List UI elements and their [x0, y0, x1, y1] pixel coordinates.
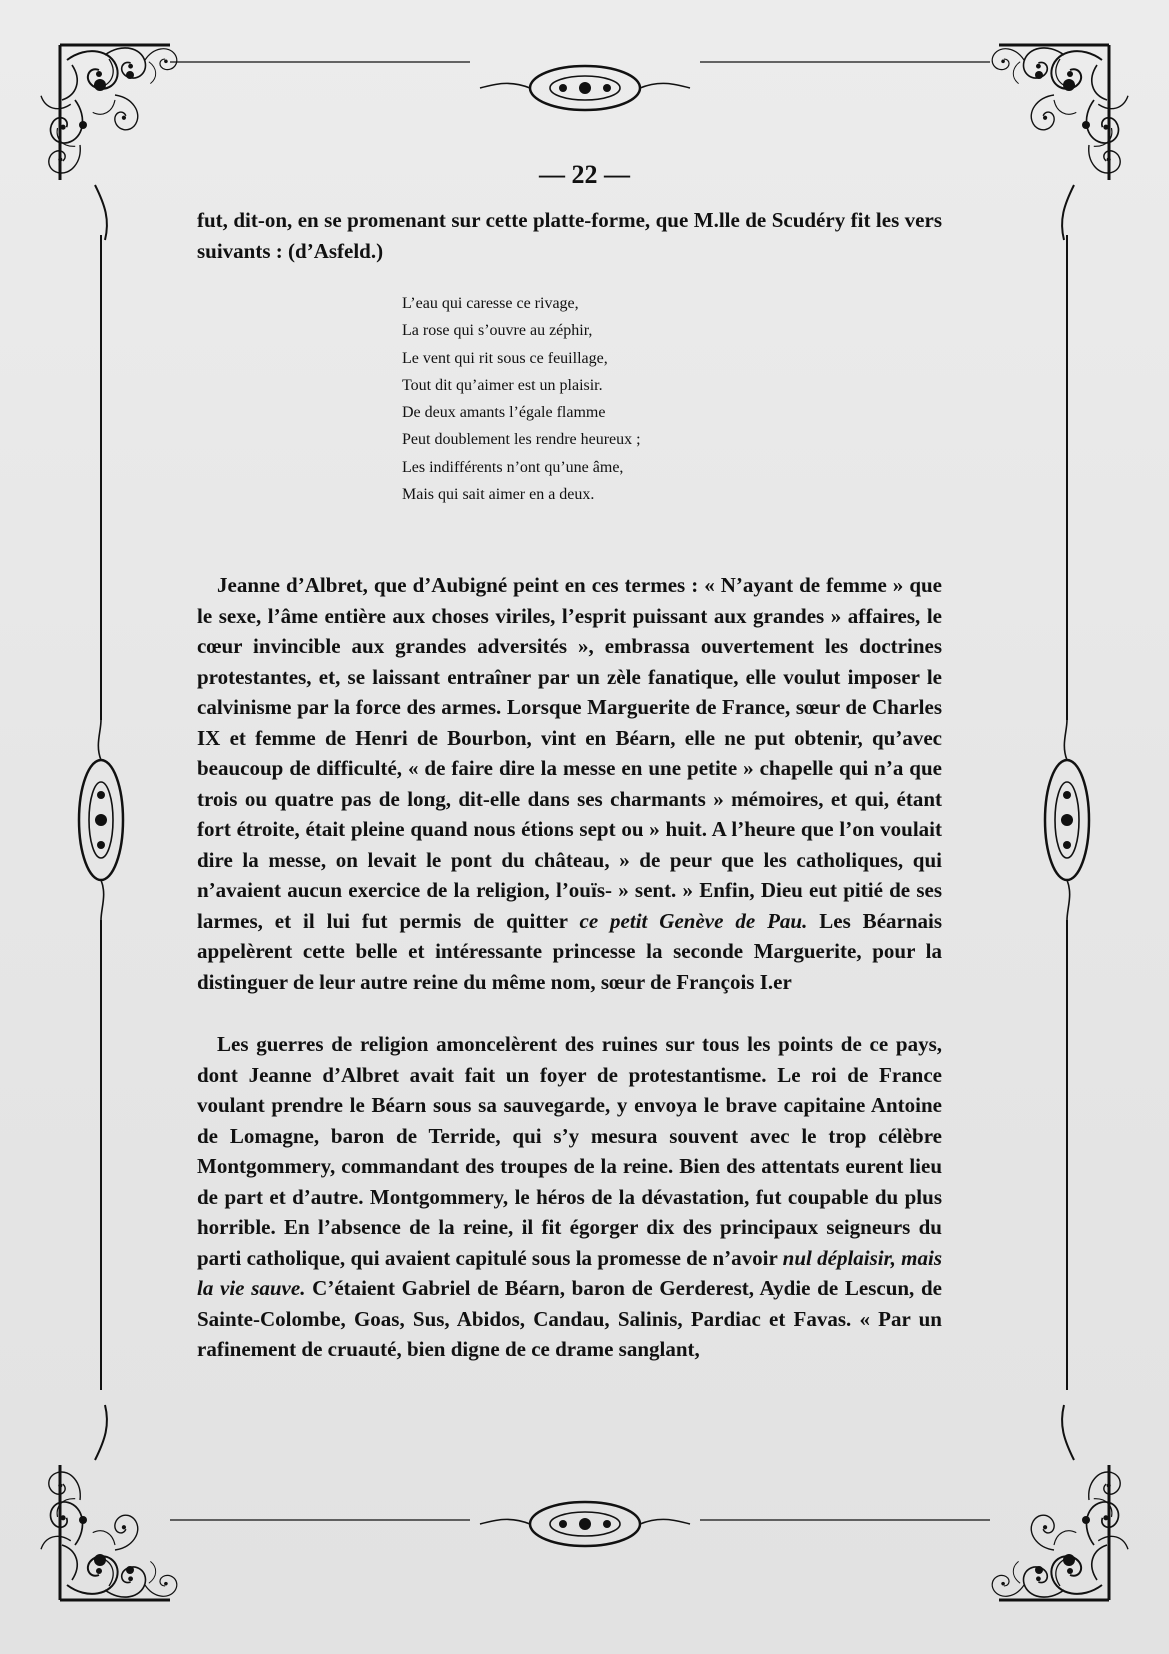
poem-line: Tout dit qu’aimer est un plaisir. [402, 376, 603, 394]
paragraph-text: Jeanne d’Albret, que d’Aubigné peint en ces termes : « N’ayant de femme » que le sexe, l’âme entière aux choses viriles, l’esprit puissant aux grandes » affaires, le cœur invincible aux grandes adversités », embrassa ouvertement les doctrines protestantes, et, se laissant entraîner par un zèle fanatique, elle voulut imposer le calvinisme par la force des armes. Lorsque Marguerite de France, sœur de Charles IX et femme de Henri de Bourbon, vint en Béarn, elle ne put obtenir, qu’avec beaucoup de difficulté, « de faire dire la messe en une petite » chapelle qui n’a que trois ou quatre pas de long, dit-elle dans ses charmants » mémoires, et qui, étant fort étroite, était pleine quand nous étions sept ou » huit. A l’heure que l’on voulait dire la messe, on levait le pont du château, » de peur que les catholiques, qui n’avaient aucun exercice de la religion, l’ouïs- » sent. » Enfin, Dieu eut pitié de ses larmes, et il lui fut permis de quitter [197, 573, 942, 933]
poem-line: Peut doublement les rendre heureux ; [402, 431, 641, 449]
poem-line: Le vent qui rit sous ce feuillage, [402, 349, 608, 367]
poem-line: L’eau qui caresse ce rivage, [402, 295, 579, 312]
paragraph-text: Les guerres de religion amoncelèrent des ruines sur tous les points de ce pays, dont Jeanne d’Albret avait fait un foyer de protestantisme. Le roi de France voulant prendre le Béarn sous sa sauvegarde, y envoya le brave capitaine Antoine de Lomagne, baron de Terride, qui s’y mesura souvent avec le trop célèbre Montgommery, commandant des troupes de la reine. Bien des attentats eurent lieu de part et d’autre. Montgommery, le héros de la dévastation, fut coupable du plus horrible. En l’absence de la reine, il fit égorger dix des principaux seigneurs du parti catholique, qui avaient capitulé sous la promesse de n’avoir [197, 1032, 942, 1270]
paragraph-italic: ce petit Genève de Pau. [579, 908, 808, 933]
poem-line: La rose qui s’ouvre au zéphir, [402, 322, 593, 340]
poem-line: De deux amants l’égale flamme [402, 404, 606, 422]
page-number: — 22 — [539, 160, 630, 189]
poem [402, 290, 942, 508]
intro-paragraph: fut, dit-on, en se promenant sur cette platte-forme, que M.lle de Scudéry fit les vers suivants : (d’Asfeld.) [197, 208, 942, 263]
paragraph-text: Les Béarnais appelèrent cette belle et intéressante princesse la seconde Marguerite, pour la distinguer de leur autre reine du même nom, sœur de François I.er [197, 908, 943, 994]
poem-line: Mais qui sait aimer en a deux. [402, 486, 595, 504]
paragraph-text: C’étaient Gabriel de Béarn, baron de Gerderest, Aydie de Lescun, de Sainte-Colombe, Goas, Sus, Abidos, Candau, Salinis, Pardiac et Favas. « Par un rafinement de cruauté, bien digne de ce drame sanglant, [197, 1276, 942, 1362]
paragraph-italic: nul déplaisir, mais la vie sauve. [197, 1245, 942, 1301]
page-body [197, 205, 942, 1365]
poem-line: Les indifférents n’ont qu’une âme, [402, 458, 624, 476]
paragraph-jeanne-d-albret [197, 570, 942, 997]
paragraph-guerres-de-religion [197, 1029, 942, 1365]
